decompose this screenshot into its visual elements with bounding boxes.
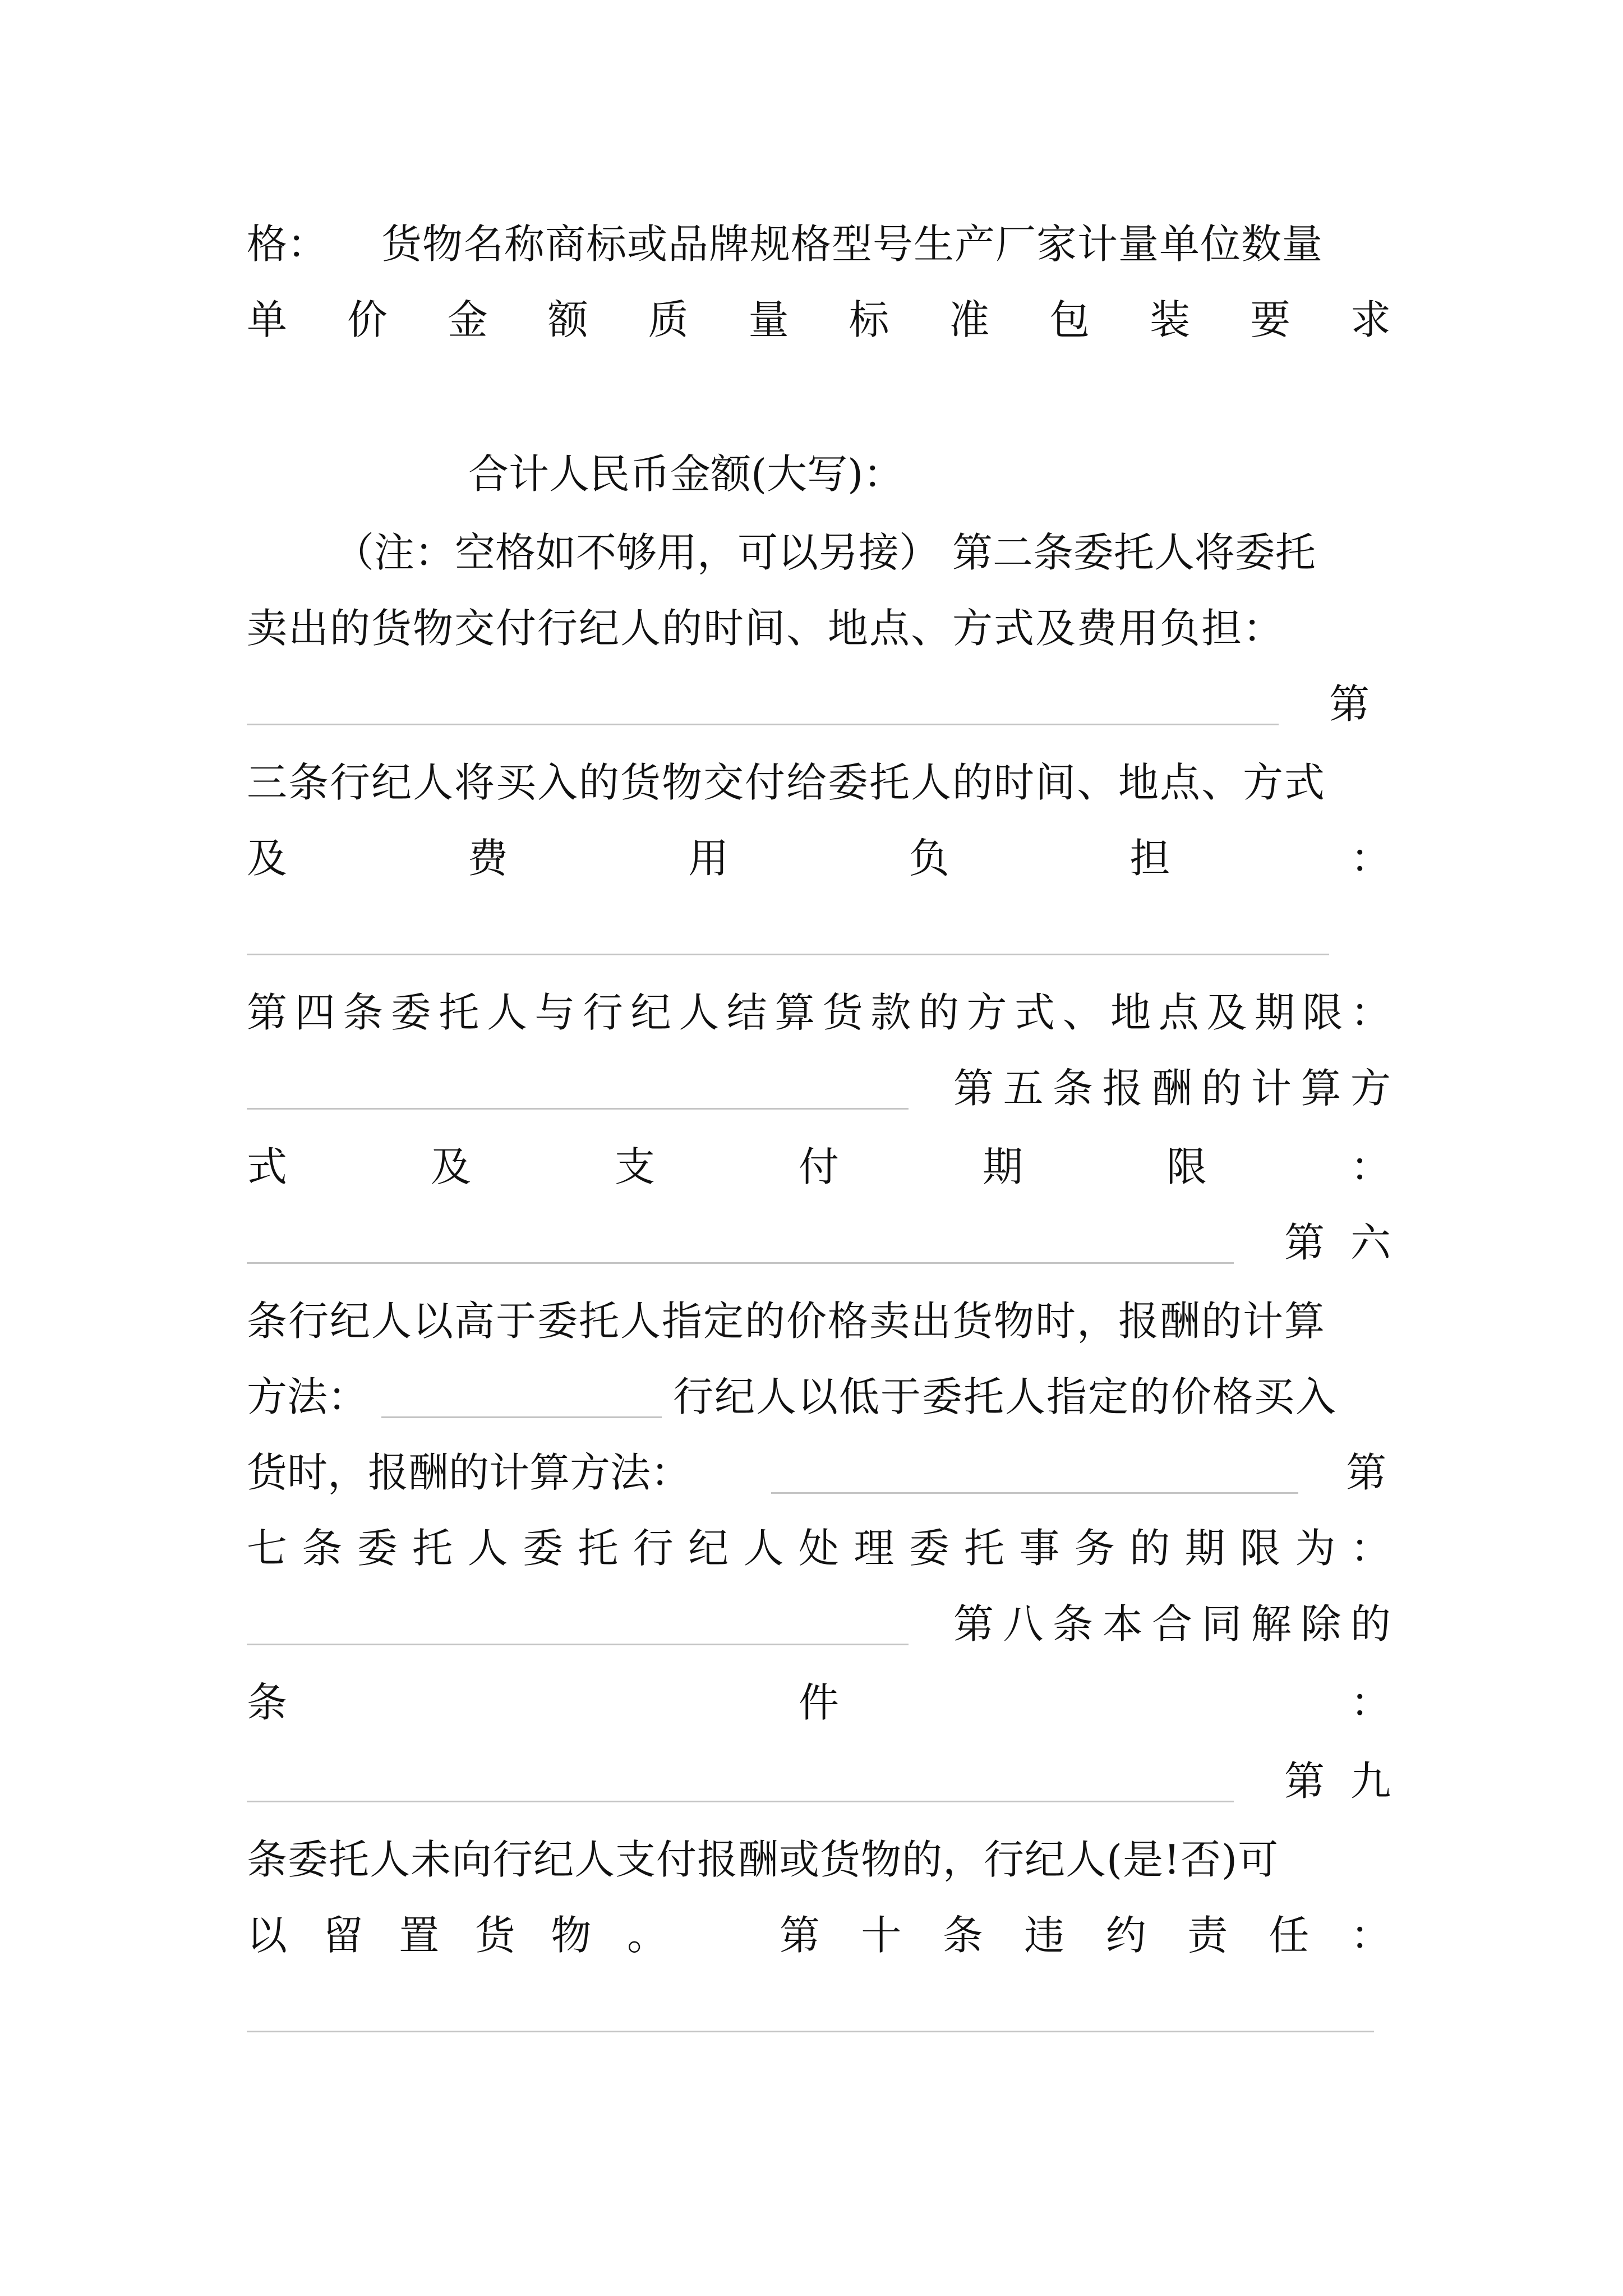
char: 托: [964, 1525, 1005, 1572]
clause-6-line: [247, 1290, 1391, 1352]
clause-2-line: [247, 597, 1391, 659]
char: 酬: [1151, 1065, 1192, 1112]
char: 解: [1251, 1600, 1292, 1648]
char: 理: [854, 1525, 895, 1572]
clause-8-line-2: [247, 1672, 1391, 1733]
clause-5-blank[interactable]: [247, 1262, 1234, 1264]
char: ：: [1350, 1525, 1391, 1572]
char: ：: [1350, 1679, 1391, 1726]
char: 人: [467, 1525, 508, 1572]
char: 条: [343, 989, 384, 1036]
char: 七: [247, 1525, 288, 1572]
char: 条: [247, 1679, 288, 1726]
char: 方: [1350, 1065, 1391, 1112]
method-blank-2[interactable]: [771, 1492, 1298, 1494]
char: 算: [1301, 1065, 1341, 1112]
char: 委: [909, 1525, 949, 1572]
char: 第: [1284, 1757, 1325, 1805]
clause-4-line: [247, 982, 1391, 1043]
char: 第: [247, 989, 288, 1036]
char: 第: [953, 1600, 994, 1648]
clause-3-text: 三条行纪人将买入的货物交付给委托人的时间、地点、方式: [247, 759, 1326, 806]
char: 额: [547, 296, 588, 343]
char: 托: [412, 1525, 453, 1572]
clause-2-text: 卖出的货物交付行纪人的时间、地点、方式及费用负担：: [247, 605, 1285, 652]
char: 五: [1003, 1065, 1044, 1112]
char: 负: [909, 835, 949, 882]
char: 期: [982, 1143, 1023, 1190]
char: 九: [1350, 1757, 1391, 1805]
char: 条: [1052, 1600, 1093, 1648]
char: 点: [1158, 989, 1199, 1036]
char: 求: [1350, 296, 1391, 343]
char: 委: [390, 989, 431, 1036]
char: 事: [1019, 1525, 1060, 1572]
char: 本: [1102, 1600, 1143, 1648]
char: 金: [447, 296, 488, 343]
total-amount-label: 合计人民币金额(大写)：: [468, 450, 904, 498]
char: 合: [1151, 1600, 1192, 1648]
char: 留: [322, 1912, 363, 1959]
char: 四: [294, 989, 335, 1036]
char: 人: [743, 1525, 784, 1572]
char: 条: [1052, 1065, 1093, 1112]
char: 委: [357, 1525, 398, 1572]
clause-6-line-3: [247, 1442, 1391, 1503]
char: 处: [798, 1525, 839, 1572]
char: 十: [861, 1912, 902, 1959]
char: 单: [247, 296, 288, 343]
char: 第: [780, 1912, 820, 1959]
clause-10-blank[interactable]: [247, 2031, 1374, 2032]
char: 责: [1187, 1912, 1228, 1959]
clause-7-line: [247, 1517, 1391, 1579]
clause-9-line: [247, 1829, 1391, 1890]
char: 报: [1102, 1065, 1143, 1112]
char: ：: [1350, 835, 1391, 882]
line1-label: 格：: [247, 220, 328, 268]
char: 任: [1269, 1912, 1310, 1959]
char: 条: [302, 1525, 343, 1572]
char: 物: [551, 1912, 592, 1959]
char: 纪: [688, 1525, 729, 1572]
char: 的: [1129, 1525, 1170, 1572]
char: 置: [399, 1912, 440, 1959]
clause-6-line-2: [247, 1366, 1391, 1428]
char: 款: [870, 989, 911, 1036]
line16-tail: 第: [1346, 1449, 1387, 1496]
char: 第: [953, 1065, 994, 1112]
char: 违: [1024, 1912, 1065, 1959]
char: 委: [522, 1525, 563, 1572]
char: 的: [1350, 1600, 1391, 1648]
char: 及: [1206, 989, 1247, 1036]
char: 同: [1201, 1600, 1242, 1648]
clause-9-text: 条委托人未向行纪人支付报酬或货物的，行纪人(是!否)可: [247, 1836, 1279, 1883]
char: 地: [1110, 989, 1151, 1036]
char: 方: [966, 989, 1007, 1036]
char: 付: [798, 1143, 839, 1190]
char: 托: [578, 1525, 619, 1572]
char: 纪: [630, 989, 671, 1036]
char: 。: [626, 1912, 667, 1959]
clause-9-end: [247, 1904, 667, 1966]
char: 质: [648, 296, 689, 343]
clause-4-blank[interactable]: [247, 1108, 909, 1110]
char: 第: [1284, 1219, 1325, 1266]
char: 式: [1015, 989, 1055, 1036]
char: 期: [1254, 989, 1295, 1036]
method-label: 方法：: [247, 1373, 368, 1420]
char: 计: [1251, 1065, 1292, 1112]
char: 准: [949, 296, 990, 343]
char: 式: [247, 1143, 288, 1190]
char: 条: [942, 1912, 983, 1959]
char: 与: [534, 989, 575, 1036]
clause-8-head: [953, 1593, 1391, 1655]
char: 包: [1049, 296, 1090, 343]
char: 货: [474, 1912, 515, 1959]
char: 限: [1240, 1525, 1281, 1572]
char: 人: [486, 989, 527, 1036]
char: 价: [347, 296, 388, 343]
clause-6-text: 条行纪人以高于委托人指定的价格卖出货物时，报酬的计算: [247, 1297, 1326, 1345]
char: 结: [726, 989, 767, 1036]
method-blank-1[interactable]: [381, 1416, 662, 1418]
char: 的: [1201, 1065, 1242, 1112]
char: 行: [633, 1525, 674, 1572]
char: 托: [439, 989, 479, 1036]
char: 及: [247, 835, 288, 882]
char: 约: [1105, 1912, 1146, 1959]
char: 期: [1184, 1525, 1225, 1572]
clause-5-head: [953, 1057, 1391, 1119]
clause-7-blank[interactable]: [247, 1644, 909, 1645]
clause-10-head: [780, 1904, 1391, 1966]
clause-6-head: [1284, 1212, 1391, 1273]
char: 以: [247, 1912, 288, 1959]
note-text: （注：空格如不够用，可以另接） 第二条委托人将委托: [334, 529, 1316, 576]
clause-2-blank[interactable]: [247, 724, 1279, 725]
note-line: [247, 522, 1391, 583]
clause-9-head: [1284, 1750, 1391, 1812]
char: 八: [1003, 1600, 1044, 1648]
char: ：: [1350, 1912, 1391, 1959]
char: ：: [1350, 989, 1391, 1036]
clause-5-line-2: [247, 1136, 1391, 1198]
char: 、: [1062, 989, 1103, 1036]
char: 六: [1350, 1219, 1391, 1266]
clause-8-blank[interactable]: [247, 1801, 1234, 1802]
char: 量: [748, 296, 789, 343]
char: 的: [918, 989, 959, 1036]
char: 件: [798, 1679, 839, 1726]
char: 除: [1301, 1600, 1341, 1648]
method-label-2: 货时，报酬的计算方法：: [247, 1449, 691, 1496]
char: 支: [614, 1143, 655, 1190]
line6-tail: 第: [1329, 680, 1370, 728]
char: 担: [1129, 835, 1170, 882]
line1-columns: 货物名称商标或品牌规格型号生产厂家计量单位数量: [381, 220, 1324, 268]
char: 费: [467, 835, 508, 882]
char: 为: [1295, 1525, 1336, 1572]
char: 装: [1150, 296, 1191, 343]
char: 用: [688, 835, 729, 882]
char: 货: [822, 989, 863, 1036]
char: 要: [1250, 296, 1291, 343]
char: 限: [1166, 1143, 1207, 1190]
char: 行: [582, 989, 623, 1036]
char: 务: [1074, 1525, 1115, 1572]
char: 算: [774, 989, 815, 1036]
clause-3-line-2: [247, 827, 1391, 889]
clause-3-blank[interactable]: [247, 954, 1329, 955]
table-header-line-2: [247, 289, 1391, 351]
char: 限: [1302, 989, 1343, 1036]
clause-3-line: [247, 752, 1391, 813]
char: 标: [849, 296, 889, 343]
char: 人: [679, 989, 720, 1036]
char: 及: [430, 1143, 471, 1190]
table-header-line: [247, 213, 1391, 275]
clause-6-text-2: 行纪人以低于委托人指定的价格买入: [673, 1373, 1338, 1420]
char: ：: [1350, 1143, 1391, 1190]
